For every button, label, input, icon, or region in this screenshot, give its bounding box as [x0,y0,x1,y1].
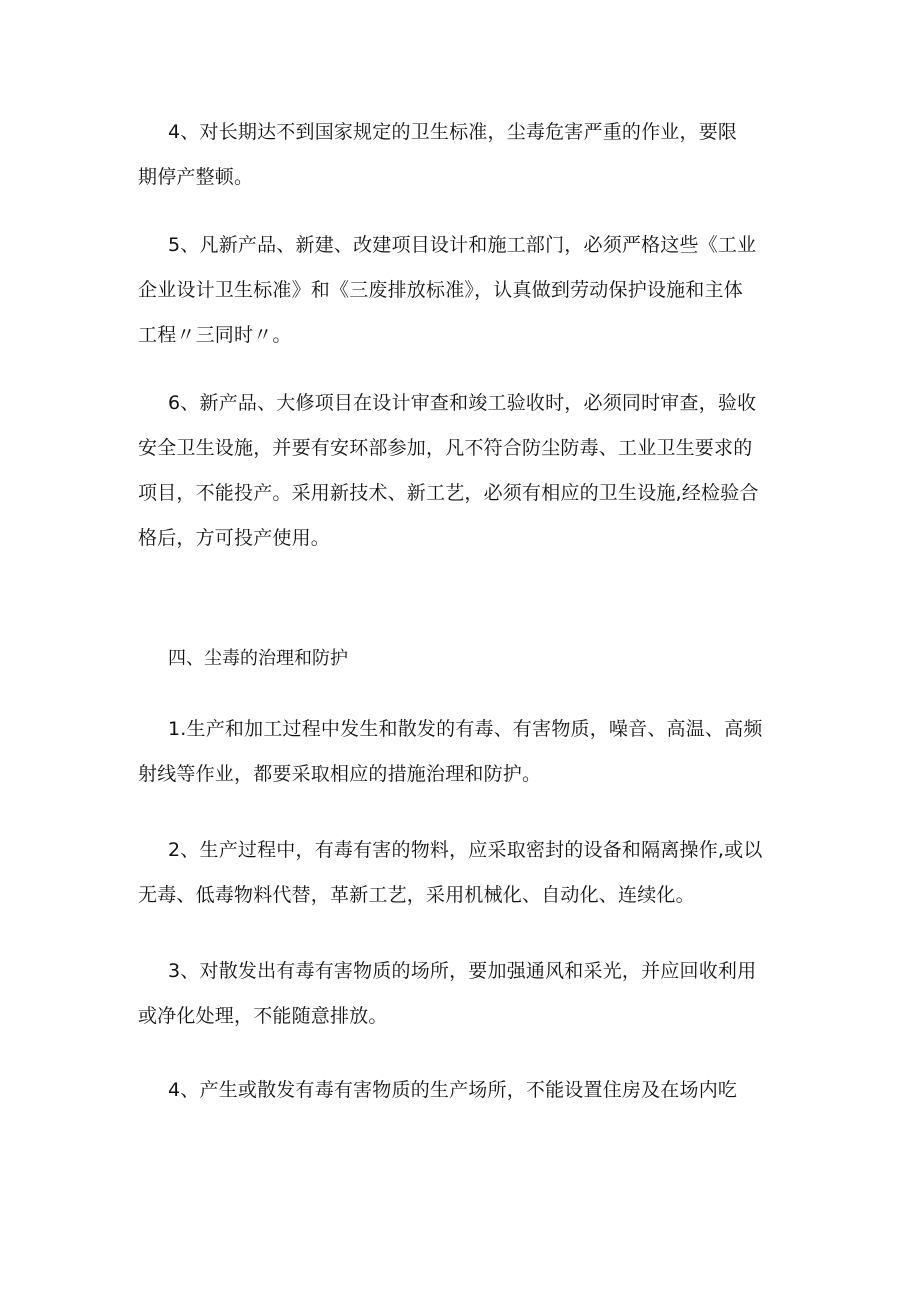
paragraph-line: 射线等作业，都要采取相应的措施治理和防护。 [138,763,542,785]
section-item-3-ventilation [138,949,788,1039]
paragraph-line: 无毒、低毒物料代替，革新工艺，采用机械化、自动化、连续化。 [138,884,695,906]
paragraph-line: 2、生产过程中，有毒有害的物料，应采取密封的设备和隔离操作,或以 [168,839,763,861]
section-item-4-no-housing [138,1068,788,1113]
paragraph-line: 工程〃三同时〃。 [138,324,292,346]
paragraph-line: 格后，方可投产使用。 [138,527,331,549]
paragraph-line: 4、对长期达不到国家规定的卫生标准，尘毒危害严重的作业，要限 [168,121,738,143]
paragraph-line: 6、新产品、大修项目在设计审查和竣工验收时，必须同时审查，验收 [168,392,757,414]
paragraph-line: 或净化处理，不能随意排放。 [138,1005,388,1027]
section-heading: 四、尘毒的治理和防护 [168,648,348,669]
paragraph-line: 企业设计卫生标准》和《三废排放标准》，认真做到劳动保护设施和主体 [138,279,743,301]
paragraph-line: 4、产生或散发有毒有害物质的生产场所，不能设置住房及在场内吃 [168,1079,738,1101]
section-item-1-treatment [138,707,788,797]
paragraph-line: 1.生产和加工过程中发生和散发的有毒、有害物质，噪音、高温、高频 [168,718,763,740]
paragraph-item-5-new-projects [138,223,788,358]
paragraph-line: 5、凡新产品、新建、改建项目设计和施工部门，必须严格这些《工业 [168,234,757,256]
paragraph-item-6-review-acceptance [138,381,788,561]
section-item-2-sealed-equipment [138,828,788,918]
paragraph-line: 安全卫生设施，并要有安环部参加，凡不符合防尘防毒、工业卫生要求的 [138,437,753,459]
paragraph-line: 项目，不能投产。采用新技术、新工艺，必须有相应的卫生设施,经检验合 [138,482,759,504]
paragraph-line: 期停产整顿。 [138,166,254,188]
paragraph-item-4-limit-stop [138,110,788,200]
paragraph-line: 3、对散发出有毒有害物质的场所，要加强通风和采光，并应回收利用 [168,960,757,982]
